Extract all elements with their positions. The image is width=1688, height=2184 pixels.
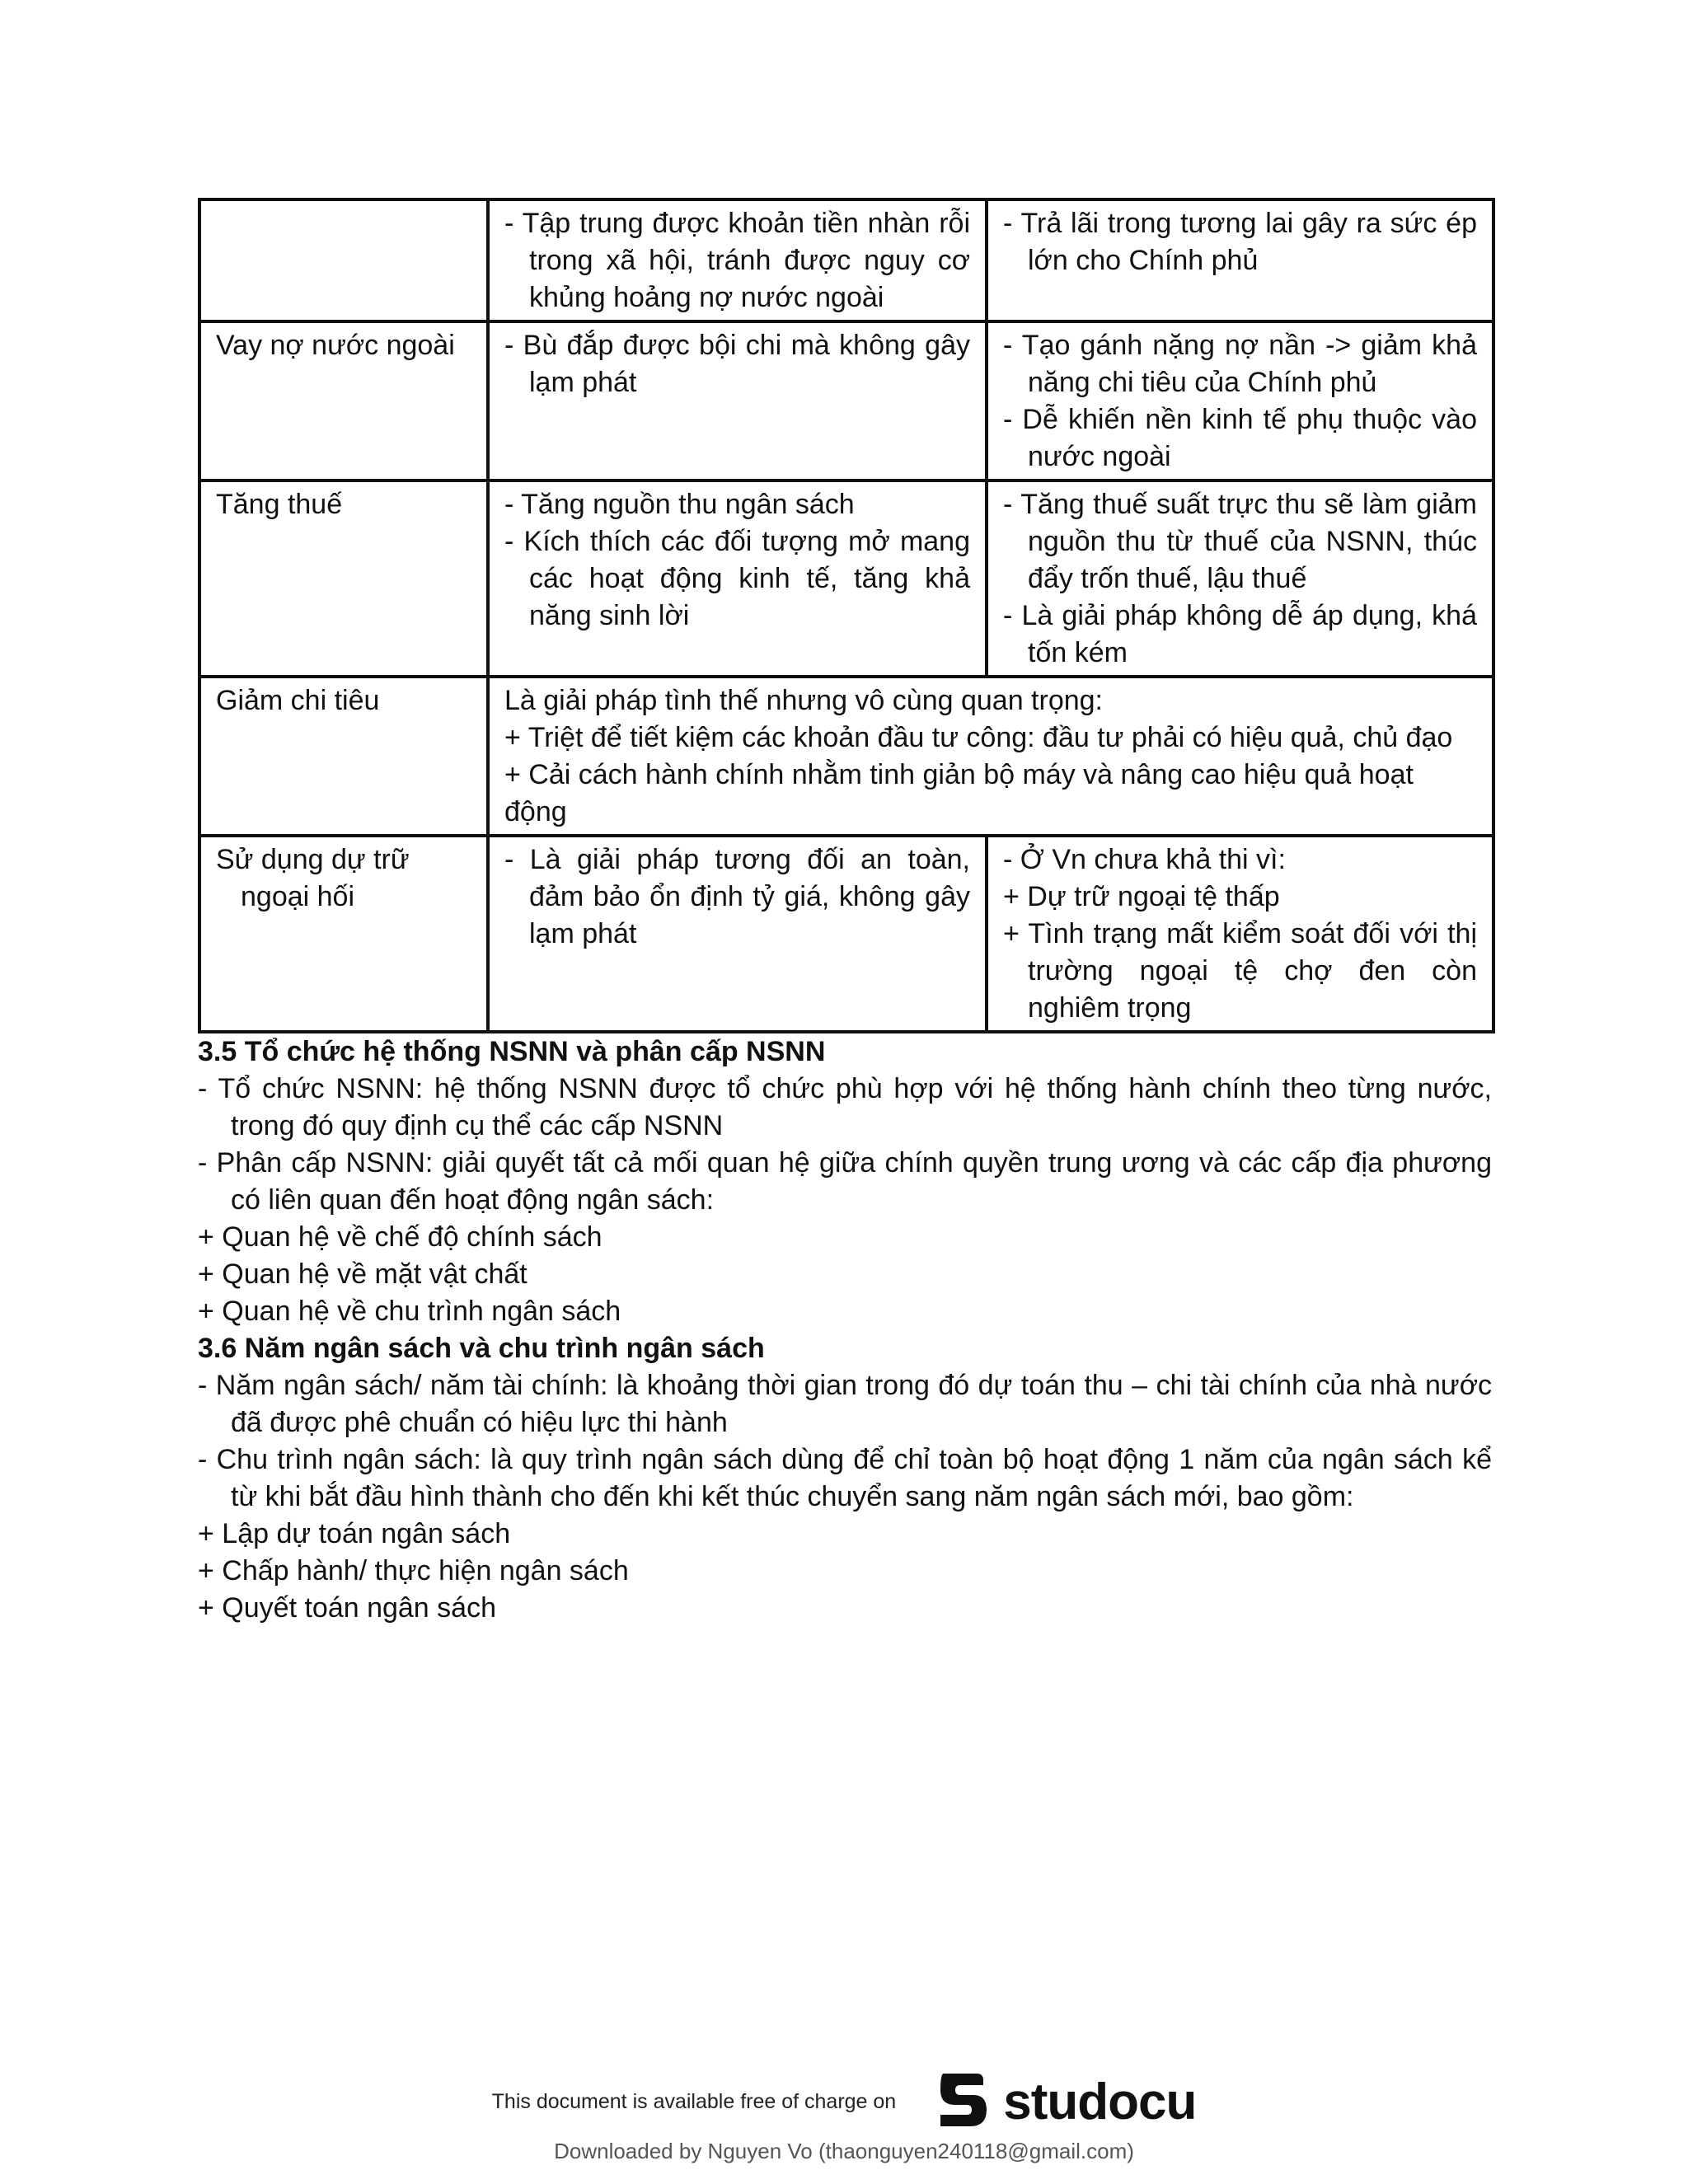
pros-cell bbox=[488, 321, 987, 480]
cons-item: - Ở Vn chưa khả thi vì: bbox=[1003, 844, 1286, 875]
row-label: Vay nợ nước ngoài bbox=[199, 321, 488, 480]
cons-item: + Tình trạng mất kiểm soát đối với thị trường ngoại tệ chợ đen còn nghiêm trọng bbox=[1003, 918, 1477, 1024]
list-item: + Lập dự toán ngân sách bbox=[198, 1518, 511, 1549]
table-row bbox=[199, 836, 1493, 1032]
table-row bbox=[199, 480, 1493, 677]
cons-cell bbox=[987, 836, 1493, 1032]
pros-item: - Tăng nguồn thu ngân sách bbox=[504, 489, 855, 520]
cons-cell bbox=[987, 480, 1493, 677]
studocu-logo-link[interactable] bbox=[929, 2067, 1196, 2137]
list-item: + Quyết toán ngân sách bbox=[198, 1592, 496, 1624]
section-heading: 3.6 Năm ngân sách và chu trình ngân sách bbox=[198, 1333, 765, 1364]
row-label bbox=[199, 199, 488, 321]
list-item: + Quan hệ về chế độ chính sách bbox=[198, 1221, 603, 1253]
row-label: Sử dụng dự trữ ngoại hối bbox=[199, 836, 488, 1032]
row-label: Giảm chi tiêu bbox=[199, 677, 488, 836]
measures-table bbox=[198, 198, 1495, 1033]
list-item: + Chấp hành/ thực hiện ngân sách bbox=[198, 1555, 629, 1586]
list-item: + Quan hệ về mặt vật chất bbox=[198, 1258, 528, 1290]
section-heading: 3.5 Tổ chức hệ thống NSNN và phân cấp NSNN bbox=[198, 1036, 826, 1067]
row-label: Tăng thuế bbox=[199, 480, 488, 677]
cons-item: - Là giải pháp không dễ áp dụng, khá tốn kém bbox=[1003, 600, 1477, 668]
merged-line: + Cải cách hành chính nhằm tinh giản bộ máy và nâng cao hiệu quả hoạt động bbox=[504, 759, 1414, 827]
paragraph: - Năm ngân sách/ năm tài chính: là khoảng thời gian trong đó dự toán thu – chi tài chính của nhà nước đã được phê chuẩn có hiệu lực thi hành bbox=[198, 1370, 1492, 1438]
studocu-logo-icon bbox=[929, 2067, 995, 2137]
download-notice: Downloaded by Nguyen Vo (thaonguyen240118@gmail.com) bbox=[554, 2139, 1134, 2163]
pros-item: - Bù đắp được bội chi mà không gây lạm phát bbox=[504, 330, 970, 398]
table-row bbox=[199, 677, 1493, 836]
cons-item: - Tăng thuế suất trực thu sẽ làm giảm nguồn thu từ thuế của NSNN, thúc đẩy trốn thuế, lậu thuế bbox=[1003, 489, 1477, 594]
pros-item: - Kích thích các đối tượng mở mang các hoạt động kinh tế, tăng khả năng sinh lời bbox=[504, 526, 970, 631]
merged-cell bbox=[488, 677, 1493, 836]
availability-text: This document is available free of charge on bbox=[491, 2089, 897, 2113]
cons-item: - Dễ khiến nền kinh tế phụ thuộc vào nước ngoài bbox=[1003, 404, 1477, 472]
merged-line: + Triệt để tiết kiệm các khoản đầu tư công: đầu tư phải có hiệu quả, chủ đạo bbox=[504, 722, 1453, 753]
footer-availability bbox=[0, 2064, 1688, 2139]
pros-cell bbox=[488, 836, 987, 1032]
section-3-6 bbox=[198, 1330, 1492, 1627]
document-body bbox=[198, 198, 1492, 1627]
cons-cell bbox=[987, 321, 1493, 480]
paragraph: - Phân cấp NSNN: giải quyết tất cả mối quan hệ giữa chính quyền trung ương và các cấp địa phương có liên quan đến hoạt động ngân sách: bbox=[198, 1147, 1492, 1216]
pros-item: - Là giải pháp tương đối an toàn, đảm bảo ổn định tỷ giá, không gây lạm phát bbox=[504, 844, 970, 949]
paragraph: - Tổ chức NSNN: hệ thống NSNN được tổ chức phù hợp với hệ thống hành chính theo từng nước, trong đó quy định cụ thể các cấp NSNN bbox=[198, 1073, 1492, 1141]
cons-item: - Trả lãi trong tương lai gây ra sức ép lớn cho Chính phủ bbox=[1003, 208, 1477, 276]
paragraph: - Chu trình ngân sách: là quy trình ngân sách dùng để chỉ toàn bộ hoạt động 1 năm của ngân sách kể từ khi bắt đầu hình thành cho đến khi kết thúc chuyển sang năm ngân sách mới, bao gồm: bbox=[198, 1444, 1492, 1512]
list-item: + Quan hệ về chu trình ngân sách bbox=[198, 1296, 621, 1327]
cons-cell bbox=[987, 199, 1493, 321]
studocu-wordmark: studocu bbox=[1003, 2073, 1197, 2130]
section-3-5 bbox=[198, 1033, 1492, 1330]
table-row bbox=[199, 199, 1493, 321]
cons-item: - Tạo gánh nặng nợ nần -> giảm khả năng chi tiêu của Chính phủ bbox=[1003, 330, 1477, 398]
merged-line: Là giải pháp tình thế nhưng vô cùng quan trọng: bbox=[504, 685, 1103, 716]
cons-item: + Dự trữ ngoại tệ thấp bbox=[1003, 881, 1280, 912]
pros-cell bbox=[488, 199, 987, 321]
pros-item: - Tập trung được khoản tiền nhàn rỗi trong xã hội, tránh được nguy cơ khủng hoảng nợ nước ngoài bbox=[504, 208, 970, 313]
table-row bbox=[199, 321, 1493, 480]
pros-cell bbox=[488, 480, 987, 677]
